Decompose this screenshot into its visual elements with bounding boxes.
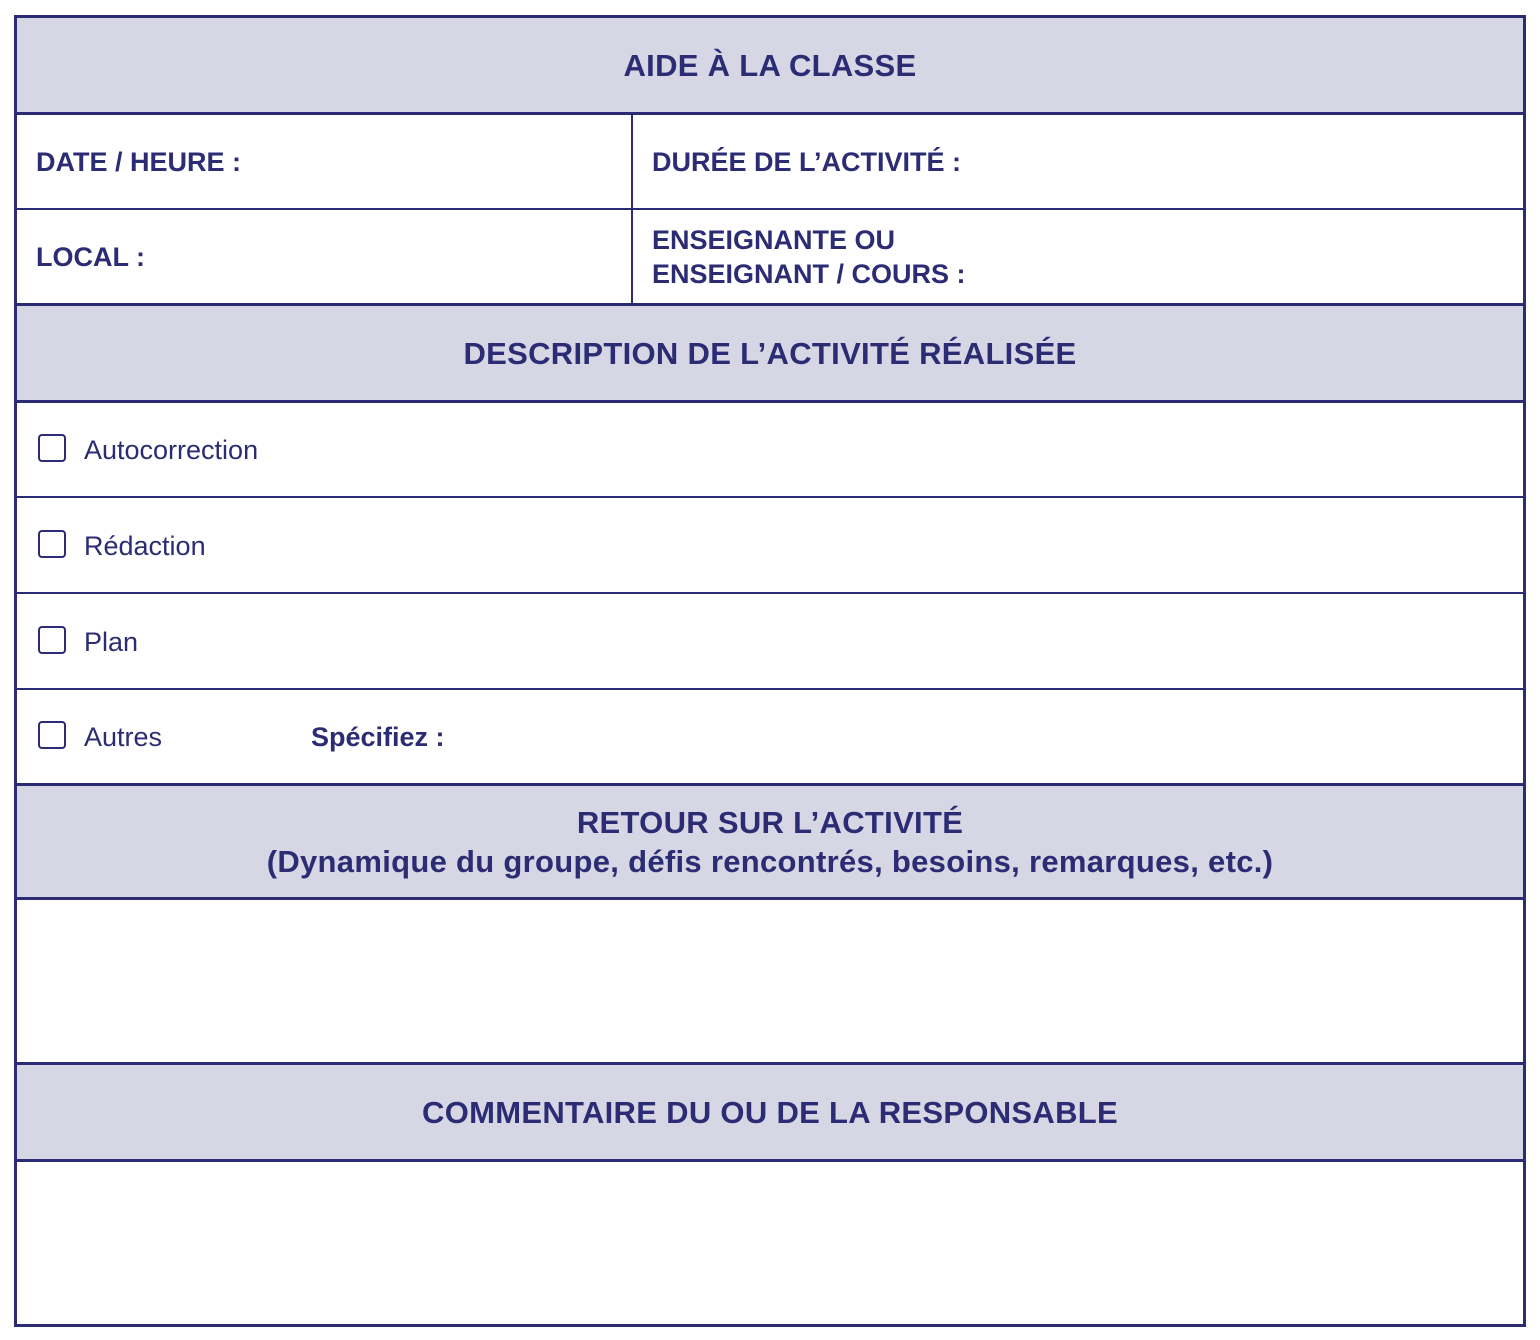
- teacher-course-label-line2: ENSEIGNANT / COURS :: [652, 258, 966, 289]
- form-title-band: [17, 18, 1523, 112]
- description-heading: DESCRIPTION DE L’ACTIVITÉ RÉALISÉE: [463, 335, 1077, 371]
- teacher-course-label-line1: ENSEIGNANTE OU: [652, 224, 896, 255]
- autocorrection-checkbox[interactable]: [38, 434, 66, 462]
- class-aid-form: [14, 15, 1526, 1327]
- comment-text-area[interactable]: [17, 1162, 1523, 1324]
- plan-checkbox[interactable]: [38, 626, 66, 654]
- divider: [17, 496, 1523, 498]
- specify-label: Spécifiez :: [311, 722, 445, 752]
- feedback-subheading: (Dynamique du groupe, défis rencontrés, besoins, remarques, etc.): [266, 843, 1274, 879]
- redaction-label: Rédaction: [84, 531, 206, 561]
- date-time-field[interactable]: [36, 115, 626, 208]
- teacher-course-field[interactable]: [652, 210, 1512, 303]
- duration-label: DURÉE DE L’ACTIVITÉ :: [652, 146, 962, 177]
- comment-heading-band: [17, 1065, 1523, 1159]
- divider: [17, 400, 1523, 403]
- local-label: LOCAL :: [36, 241, 145, 272]
- feedback-text-area[interactable]: [17, 900, 1523, 1062]
- feedback-heading: RETOUR SUR L’ACTIVITÉ: [576, 804, 964, 840]
- divider: [17, 688, 1523, 690]
- column-divider: [631, 115, 633, 304]
- specify-field[interactable]: [311, 720, 1501, 754]
- autocorrection-label: Autocorrection: [84, 435, 259, 465]
- plan-label: Plan: [84, 627, 139, 657]
- redaction-checkbox[interactable]: [38, 530, 66, 558]
- other-checkbox[interactable]: [38, 721, 66, 749]
- duration-field[interactable]: [652, 115, 1512, 208]
- form-title: AIDE À LA CLASSE: [623, 47, 917, 83]
- other-label: Autres: [84, 722, 163, 752]
- date-time-label: DATE / HEURE :: [36, 146, 242, 177]
- comment-heading: COMMENTAIRE DU OU DE LA RESPONSABLE: [422, 1094, 1118, 1130]
- local-field[interactable]: [36, 210, 626, 303]
- feedback-heading-band: [17, 786, 1523, 897]
- divider: [17, 592, 1523, 594]
- description-heading-band: [17, 306, 1523, 400]
